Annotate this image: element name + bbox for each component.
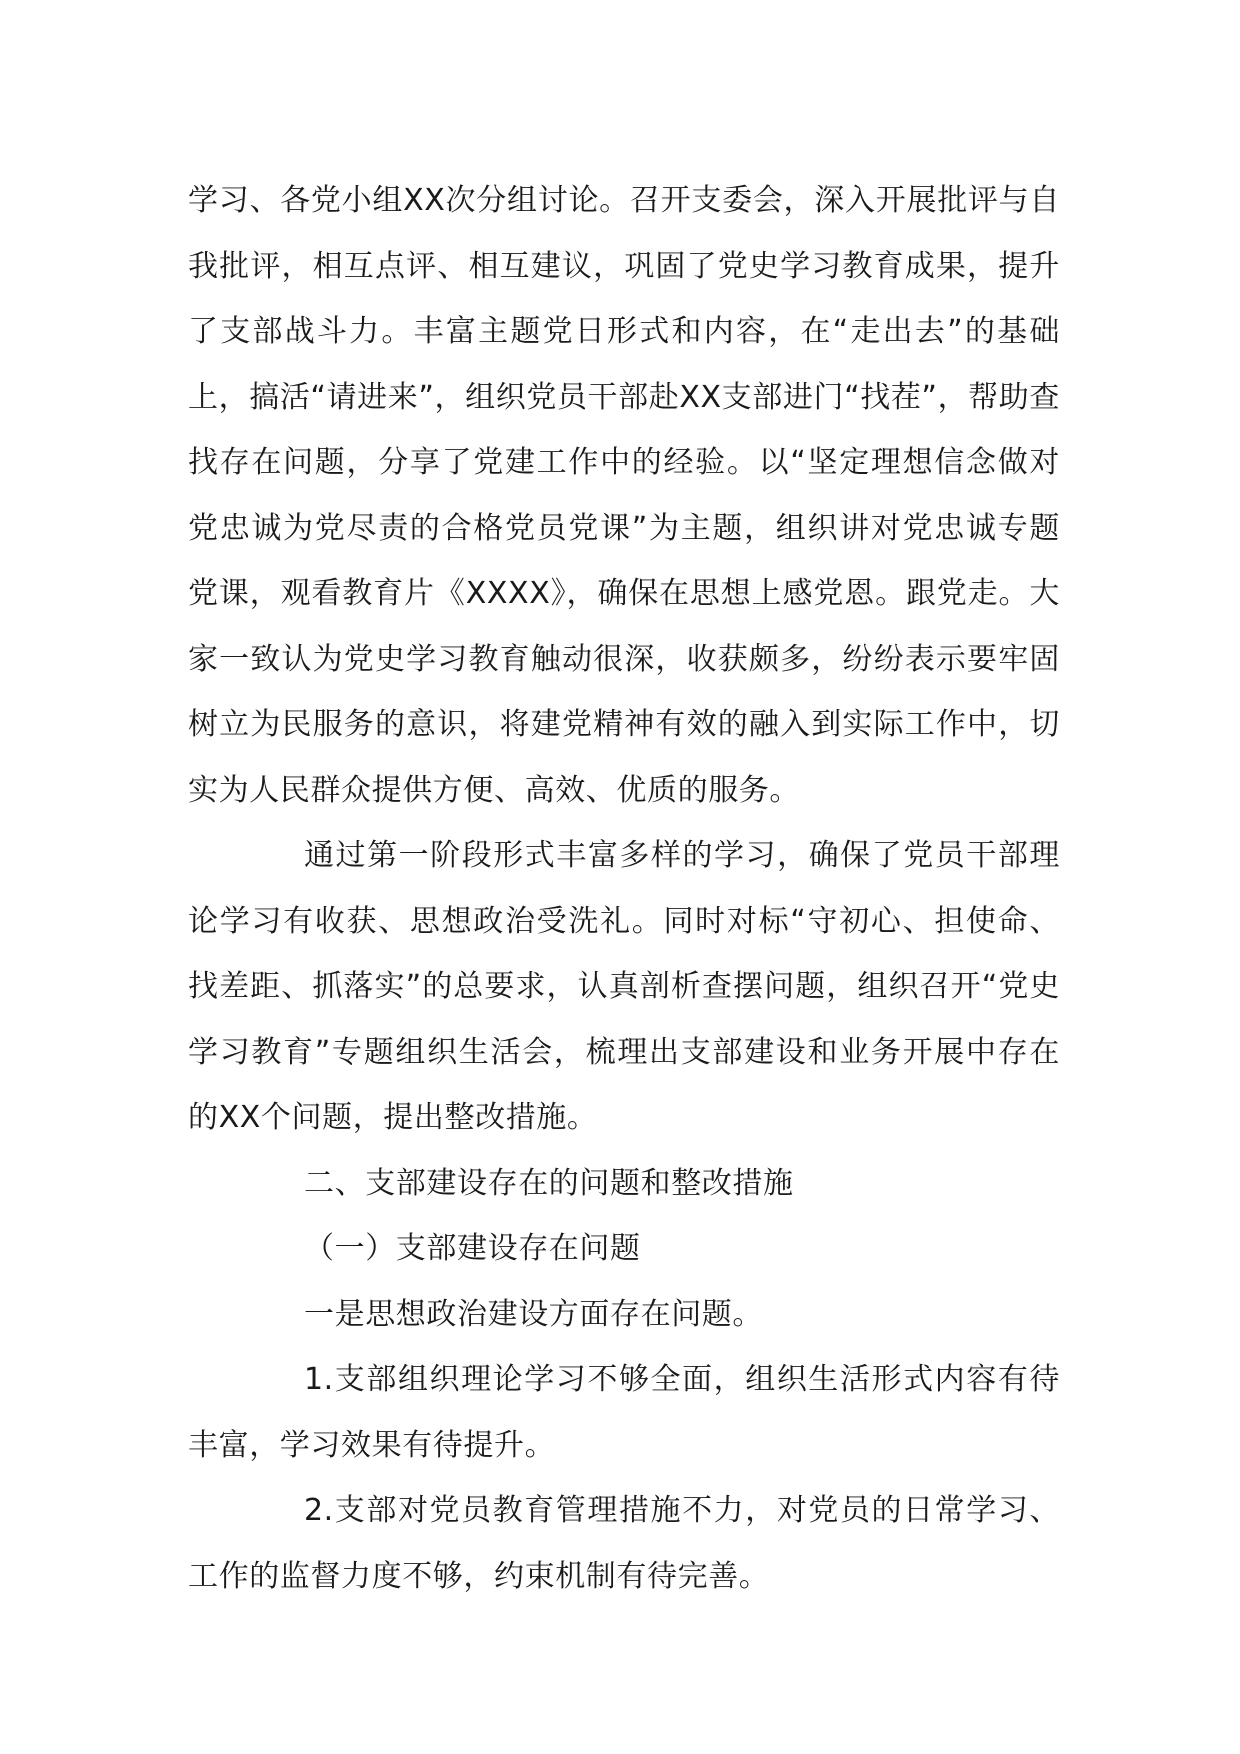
paragraph-summary: 通过第一阶段形式丰富多样的学习，确保了党员干部理论学习有收获、思想政治受洗礼。同时对标“守初心、担使命、找差距、抓落实”的总要求，认真剖析查摆问题，组织召开“党史学习教育”专题组织生活会，梳理出支部建设和业务开展中存在的XX个问题，提出整改措施。 <box>188 838 1060 1135</box>
document-body <box>188 168 1060 1609</box>
list-item-1: 1.支部组织理论学习不够全面，组织生活形式内容有待丰富，学习效果有待提升。 <box>188 1362 1060 1463</box>
section-heading: 二、支部建设存在的问题和整改措施 <box>304 1165 794 1201</box>
subsection-heading: （一）支部建设存在问题 <box>304 1231 641 1266</box>
paragraph-continuation: 学习、各党小组XX次分组讨论。召开支委会，深入开展批评与自我批评，相互点评、相互建议，巩固了党史学习教育成果，提升了支部战斗力。丰富主题党日形式和内容，在“走出去”的基础上，搞活“请进来”，组织党员干部赴XX支部进门“找茬”，帮助查找存在问题，分享了党建工作中的经验。以“坚定理想信念做对党忠诚为党尽责的合格党员党课”为主题，组织讲对党忠诚专题党课，观看教育片《XXXX》，确保在思想上感党恩。跟党走。大家一致认为党史学习教育触动很深，收获颇多，纷纷表示要牢固树立为民服务的意识，将建党精神有效的融入到实际工作中，切实为人民群众提供方便、高效、优质的服务。 <box>188 183 1060 808</box>
list-item-2: 2.支部对党员教育管理措施不力，对党员的日常学习、工作的监督力度不够，约束机制有待完善。 <box>188 1493 1060 1594</box>
topic-heading: 一是思想政治建设方面存在问题。 <box>304 1296 763 1332</box>
